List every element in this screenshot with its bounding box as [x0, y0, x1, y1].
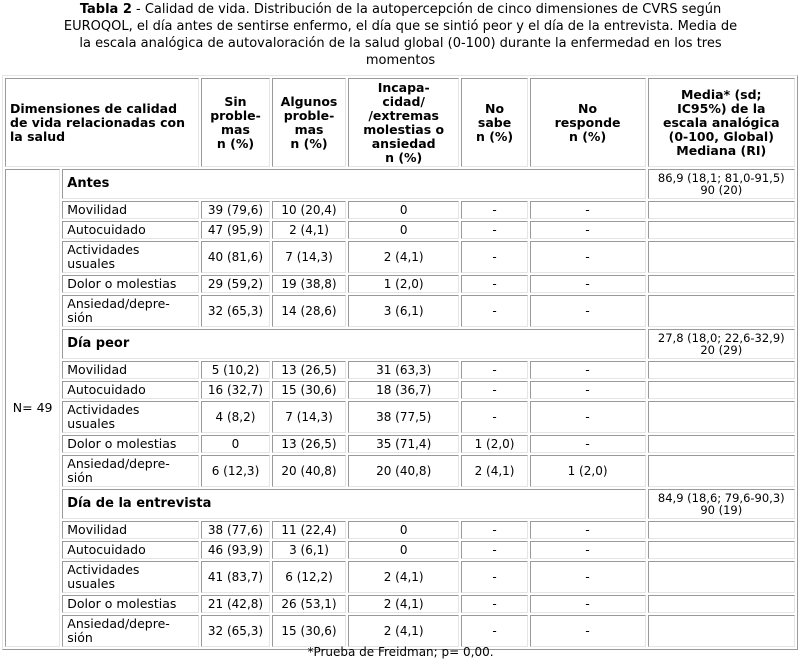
header-no-sabe: No sabe n (%) [461, 78, 527, 167]
table-row [5, 615, 795, 647]
algunos-problemas-cell: 2 (4,1) [272, 221, 346, 239]
footnote: *Prueba de Freidman; p= 0,00. [307, 645, 494, 659]
table-row [5, 455, 795, 487]
caption-text: - Calidad de vida. Distribución de la autopercepción de cinco dimensiones de CVRS según EUROQOL, el día antes de sentirse enfermo, el día que se sintió peor y el día de la entrevista. Media de la escala analógica de autovaloración de la salud global (0-100) durante la enfermedad en los tres momentos [63, 2, 738, 68]
no-sabe-cell: - [461, 561, 527, 593]
header-incapacidad: Incapa- cidad/ /extremas molestias o ansiedad n (%) [348, 78, 460, 167]
dimension-cell [62, 561, 199, 593]
dimension-label: Autocuidado [67, 542, 146, 557]
dimension-label: Movilidad [67, 362, 128, 377]
no-responde-cell: 1 (2,0) [530, 455, 646, 487]
media-empty-cell [648, 541, 795, 559]
no-responde-cell: - [530, 241, 646, 273]
no-sabe-cell: - [461, 361, 527, 379]
algunos-problemas-cell: 19 (38,8) [272, 275, 346, 293]
table-body [5, 169, 795, 647]
section-title: Antes [62, 169, 645, 199]
section-row [5, 169, 795, 199]
incapacidad-cell: 3 (6,1) [348, 295, 460, 327]
dimension-cell [62, 401, 199, 433]
sin-problemas-cell: 6 (12,3) [201, 455, 270, 487]
dimension-label: Autocuidado [67, 382, 146, 397]
media-value: 86,9 (18,1; 81,0-91,5) [657, 171, 785, 185]
section-media-cell [648, 329, 795, 359]
no-sabe-cell: - [461, 381, 527, 399]
table-row [5, 521, 795, 539]
dimension-label: Dolor o molestias [67, 436, 177, 451]
incapacidad-cell: 2 (4,1) [348, 595, 460, 613]
dimension-label: Ansiedad/depre- [67, 456, 170, 471]
table-row [5, 401, 795, 433]
dimension-cell [62, 595, 199, 613]
no-responde-cell: - [530, 295, 646, 327]
no-responde-cell: - [530, 221, 646, 239]
no-sabe-cell: - [461, 295, 527, 327]
dimension-label: usuales [67, 576, 115, 591]
section-title: Día peor [62, 329, 645, 359]
incapacidad-cell: 1 (2,0) [348, 275, 460, 293]
incapacidad-cell: 18 (36,7) [348, 381, 460, 399]
media-empty-cell [648, 521, 795, 539]
dimension-cell [62, 615, 199, 647]
incapacidad-cell: 20 (40,8) [348, 455, 460, 487]
algunos-problemas-cell: 13 (26,5) [272, 435, 346, 453]
mediana-value: 90 (20) [700, 183, 743, 197]
dimension-cell [62, 201, 199, 219]
dimension-label: sión [67, 630, 93, 645]
dimension-label: Actividades [67, 402, 140, 417]
no-responde-cell: - [530, 401, 646, 433]
dimension-cell [62, 221, 199, 239]
dimension-label: Movilidad [67, 522, 128, 537]
section-media-cell [648, 489, 795, 519]
section-title: Día de la entrevista [62, 489, 645, 519]
header-algunos-problemas: Algunos proble- mas n (%) [272, 78, 346, 167]
algunos-problemas-cell: 14 (28,6) [272, 295, 346, 327]
no-sabe-cell: - [461, 595, 527, 613]
dimension-label: Autocuidado [67, 222, 146, 237]
header-media: Media* (sd; IC95%) de la escala analógica (0-100, Global) Mediana (RI) [648, 78, 795, 167]
media-value: 84,9 (18,6; 79,6-90,3) [657, 491, 785, 505]
table-row [5, 381, 795, 399]
section-media-cell [648, 169, 795, 199]
media-empty-cell [648, 455, 795, 487]
incapacidad-cell: 2 (4,1) [348, 615, 460, 647]
algunos-problemas-cell: 15 (30,6) [272, 381, 346, 399]
dimension-label: Movilidad [67, 202, 128, 217]
media-value: 27,8 (18,0; 22,6-32,9) [657, 331, 785, 345]
dimension-label: usuales [67, 416, 115, 431]
incapacidad-cell: 38 (77,5) [348, 401, 460, 433]
no-responde-cell: - [530, 275, 646, 293]
algunos-problemas-cell: 7 (14,3) [272, 241, 346, 273]
no-responde-cell: - [530, 361, 646, 379]
no-sabe-cell: - [461, 541, 527, 559]
sin-problemas-cell: 38 (77,6) [201, 521, 270, 539]
table-row [5, 275, 795, 293]
dimension-label: usuales [67, 256, 115, 271]
table-row [5, 295, 795, 327]
media-empty-cell [648, 561, 795, 593]
dimension-cell [62, 541, 199, 559]
no-responde-cell: - [530, 521, 646, 539]
sin-problemas-cell: 39 (79,6) [201, 201, 270, 219]
no-responde-cell: - [530, 201, 646, 219]
sin-problemas-cell: 47 (95,9) [201, 221, 270, 239]
sin-problemas-cell: 32 (65,3) [201, 295, 270, 327]
incapacidad-cell: 0 [348, 201, 460, 219]
algunos-problemas-cell: 3 (6,1) [272, 541, 346, 559]
media-empty-cell [648, 595, 795, 613]
media-empty-cell [648, 401, 795, 433]
no-sabe-cell: 1 (2,0) [461, 435, 527, 453]
mediana-value: 90 (19) [700, 503, 743, 517]
incapacidad-cell: 0 [348, 221, 460, 239]
dimension-label: Dolor o molestias [67, 276, 177, 291]
dimension-cell [62, 295, 199, 327]
dimension-label: Ansiedad/depre- [67, 296, 170, 311]
algunos-problemas-cell: 13 (26,5) [272, 361, 346, 379]
incapacidad-cell: 0 [348, 541, 460, 559]
incapacidad-cell: 0 [348, 521, 460, 539]
header-no-responde: No responde n (%) [530, 78, 646, 167]
table-row [5, 361, 795, 379]
no-sabe-cell: 2 (4,1) [461, 455, 527, 487]
no-responde-cell: - [530, 541, 646, 559]
sin-problemas-cell: 4 (8,2) [201, 401, 270, 433]
no-sabe-cell: - [461, 201, 527, 219]
no-sabe-cell: - [461, 221, 527, 239]
algunos-problemas-cell: 6 (12,2) [272, 561, 346, 593]
table-row [5, 201, 795, 219]
dimension-cell [62, 381, 199, 399]
sin-problemas-cell: 32 (65,3) [201, 615, 270, 647]
table-caption [0, 0, 801, 69]
media-empty-cell [648, 381, 795, 399]
dimension-cell [62, 241, 199, 273]
algunos-problemas-cell: 15 (30,6) [272, 615, 346, 647]
sin-problemas-cell: 21 (42,8) [201, 595, 270, 613]
incapacidad-cell: 2 (4,1) [348, 561, 460, 593]
section-row [5, 489, 795, 519]
dimension-cell [62, 435, 199, 453]
no-responde-cell: - [530, 615, 646, 647]
sin-problemas-cell: 29 (59,2) [201, 275, 270, 293]
header-dimension: Dimensiones de calidad de vida relacionadas con la salud [5, 78, 199, 167]
sample-size-cell: N= 49 [5, 169, 60, 647]
quality-of-life-table [2, 75, 798, 650]
dimension-label: Dolor o molestias [67, 596, 177, 611]
algunos-problemas-cell: 20 (40,8) [272, 455, 346, 487]
algunos-problemas-cell: 10 (20,4) [272, 201, 346, 219]
header-row [5, 78, 795, 167]
mediana-value: 20 (29) [700, 343, 743, 357]
no-responde-cell: - [530, 595, 646, 613]
table-row [5, 221, 795, 239]
no-sabe-cell: - [461, 275, 527, 293]
sin-problemas-cell: 16 (32,7) [201, 381, 270, 399]
dimension-cell [62, 361, 199, 379]
no-responde-cell: - [530, 435, 646, 453]
dimension-cell [62, 275, 199, 293]
algunos-problemas-cell: 11 (22,4) [272, 521, 346, 539]
table-row [5, 541, 795, 559]
media-empty-cell [648, 615, 795, 647]
media-empty-cell [648, 361, 795, 379]
no-sabe-cell: - [461, 615, 527, 647]
sin-problemas-cell: 0 [201, 435, 270, 453]
media-empty-cell [648, 435, 795, 453]
incapacidad-cell: 31 (63,3) [348, 361, 460, 379]
sin-problemas-cell: 40 (81,6) [201, 241, 270, 273]
no-sabe-cell: - [461, 401, 527, 433]
dimension-label: Ansiedad/depre- [67, 616, 170, 631]
section-row [5, 329, 795, 359]
sin-problemas-cell: 41 (83,7) [201, 561, 270, 593]
table-row [5, 595, 795, 613]
dimension-label: Actividades [67, 242, 140, 257]
incapacidad-cell: 2 (4,1) [348, 241, 460, 273]
caption-label: Tabla 2 [79, 2, 132, 17]
dimension-label: Actividades [67, 562, 140, 577]
media-empty-cell [648, 295, 795, 327]
no-sabe-cell: - [461, 241, 527, 273]
sin-problemas-cell: 46 (93,9) [201, 541, 270, 559]
no-responde-cell: - [530, 561, 646, 593]
sin-problemas-cell: 5 (10,2) [201, 361, 270, 379]
algunos-problemas-cell: 26 (53,1) [272, 595, 346, 613]
incapacidad-cell: 35 (71,4) [348, 435, 460, 453]
media-empty-cell [648, 275, 795, 293]
media-empty-cell [648, 201, 795, 219]
table-row [5, 241, 795, 273]
header-sin-problemas: Sin proble- mas n (%) [201, 78, 270, 167]
table-row [5, 561, 795, 593]
media-empty-cell [648, 221, 795, 239]
dimension-label: sión [67, 470, 93, 485]
algunos-problemas-cell: 7 (14,3) [272, 401, 346, 433]
dimension-cell [62, 521, 199, 539]
table-row [5, 435, 795, 453]
dimension-cell [62, 455, 199, 487]
media-empty-cell [648, 241, 795, 273]
no-responde-cell: - [530, 381, 646, 399]
dimension-label: sión [67, 310, 93, 325]
no-sabe-cell: - [461, 521, 527, 539]
